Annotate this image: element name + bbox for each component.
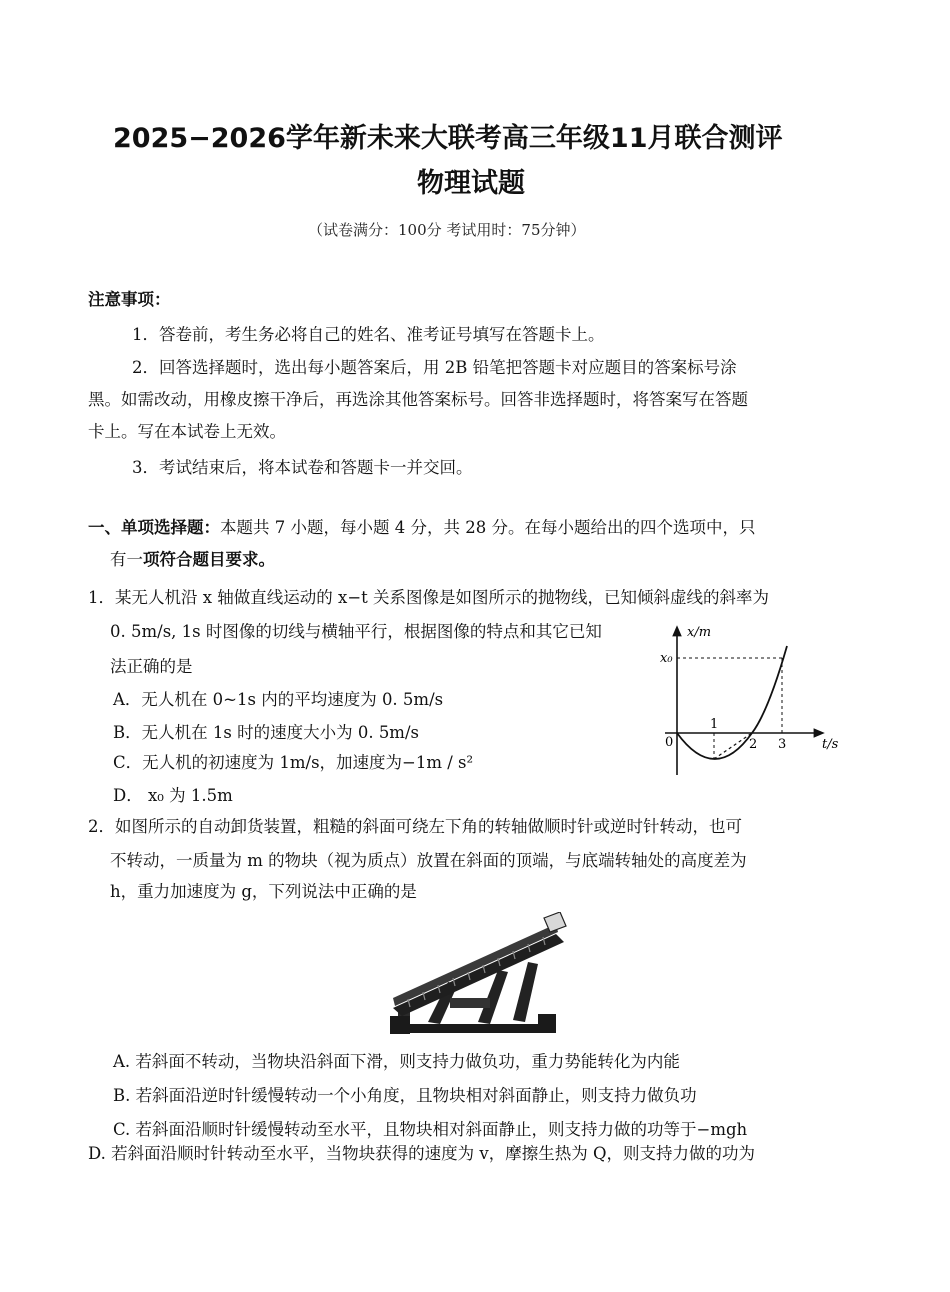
notice-item-2-line-3: 卡上。写在本试卷上无效。 [88, 422, 286, 441]
section-1-desc-2a: 有一 [110, 550, 143, 569]
parabola-curve [677, 646, 787, 759]
q2-option-b: B. 若斜面沿逆时针缓慢转动一个小角度，且物块相对斜面静止，则支持力做负功 [113, 1086, 697, 1105]
x-axis-label: t/s [822, 737, 839, 752]
section-1-desc: 本题共 7 小题，每小题 4 分，共 28 分。在每小题给出的四个选项中，只 [220, 518, 756, 537]
q2-stem-line-2: 不转动，一质量为 m 的物块（视为质点）放置在斜面的顶端，与底端转轴处的高度差为 [110, 851, 747, 870]
q2-option-a: A. 若斜面不转动，当物块沿斜面下滑，则支持力做负功，重力势能转化为内能 [113, 1052, 680, 1071]
tick-2-label: 2 [749, 737, 758, 752]
tick-3-label: 3 [778, 737, 787, 752]
q1-stem-line-3: 法正确的是 [110, 657, 193, 676]
q2-option-d: D. 若斜面沿顺时针转动至水平，当物块获得的速度为 v，摩擦生热为 Q，则支持力做的功为 [88, 1144, 755, 1163]
page-title: 2025−2026学年新未来大联考高三年级11月联合测评 [113, 123, 783, 154]
unloading-device-image [388, 912, 573, 1040]
exam-info: （试卷满分：100分 考试用时：75分钟） [308, 221, 586, 239]
q1-option-a: A．无人机在 0~1s 内的平均速度为 0. 5m/s [113, 690, 444, 709]
q2-stem-line-3: h，重力加速度为 g，下列说法中正确的是 [110, 882, 417, 901]
q1-option-d: D． x₀ 为 1.5m [113, 786, 233, 805]
q2-stem-line-1: 2．如图所示的自动卸货装置，粗糙的斜面可绕左下角的转轴做顺时针或逆时针转动，也可 [88, 817, 742, 836]
y-axis-label: x/m [687, 625, 712, 640]
q1-option-b: B．无人机在 1s 时的速度大小为 0. 5m/s [113, 723, 419, 742]
section-1-intro-line-1 [88, 518, 755, 538]
section-1-desc-2b: 项符合题目要求。 [143, 550, 275, 569]
page-subject: 物理试题 [417, 168, 525, 199]
tick-1-label: 1 [710, 717, 719, 732]
x0-label: x₀ [660, 651, 673, 666]
q1-option-c: C．无人机的初速度为 1m/s，加速度为−1m / s² [113, 753, 474, 772]
notice-item-3: 3．考试结束后，将本试卷和答题卡一并交回。 [132, 458, 473, 477]
notice-heading: 注意事项： [88, 290, 171, 309]
notice-item-2-line-1: 2．回答选择题时，选出每小题答案后，用 2B 铅笔把答题卡对应题目的答案标号涂 [132, 358, 737, 377]
origin-label: 0 [665, 735, 674, 750]
section-1-label: 一、单项选择题： [88, 518, 220, 537]
notice-item-2-line-2: 黑。如需改动，用橡皮擦干净后，再选涂其他答案标号。回答非选择题时，将答案写在答题 [88, 390, 748, 409]
q1-xt-graph [660, 620, 850, 780]
slope-dashed-line [714, 733, 752, 759]
notice-item-1: 1．答卷前，考生务必将自己的姓名、准考证号填写在答题卡上。 [132, 325, 605, 344]
q1-stem-line-2: 0. 5m/s, 1s 时图像的切线与横轴平行，根据图像的特点和其它已知 [110, 622, 602, 641]
section-1-intro-line-2 [110, 550, 275, 570]
q2-option-c: C. 若斜面沿顺时针缓慢转动至水平，且物块相对斜面静止，则支持力做的功等于−mgh [113, 1120, 748, 1139]
q1-stem-line-1: 1．某无人机沿 x 轴做直线运动的 x−t 关系图像是如图所示的抛物线，已知倾斜虚线的斜率为 [88, 588, 770, 607]
